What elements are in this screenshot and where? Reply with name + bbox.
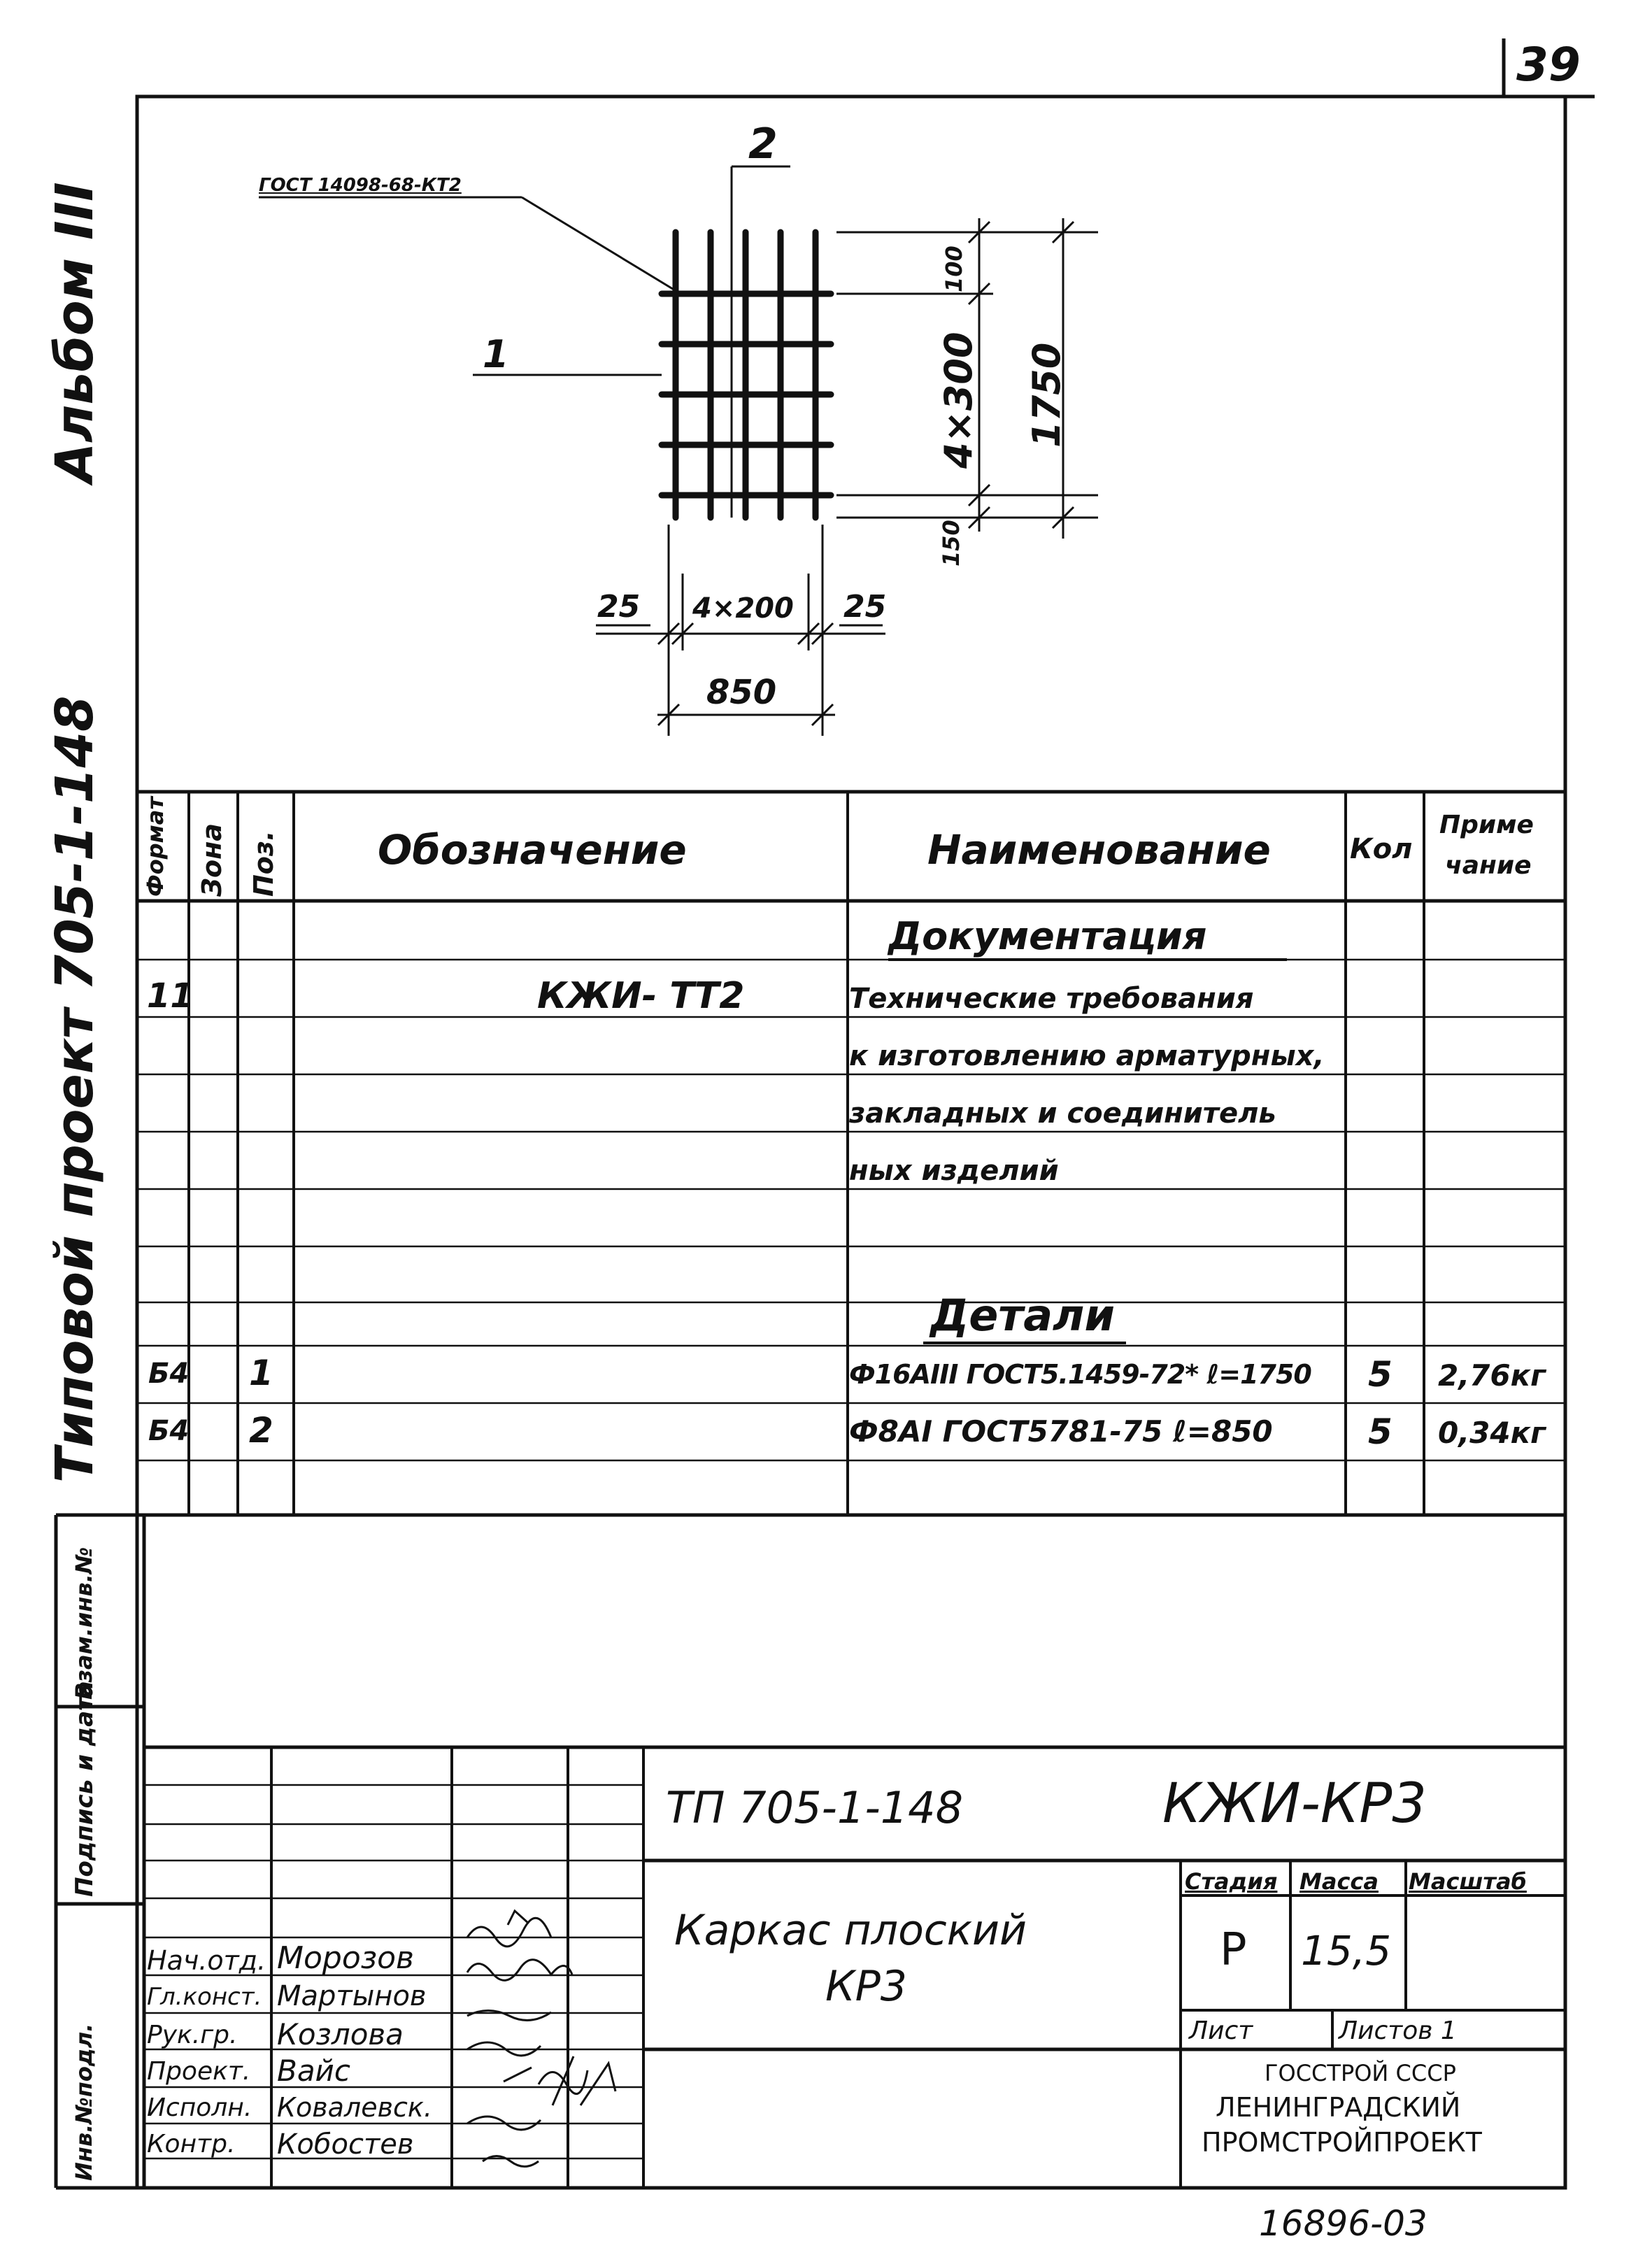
signature-name-1: Морозов <box>277 1940 414 1976</box>
signature-name-3: Козлова <box>277 2017 404 2051</box>
header-name: Наименование <box>927 826 1271 874</box>
gost-callout: ГОСТ 14098-68-КТ2 <box>259 175 462 196</box>
part-2-quantity: 5 <box>1368 1411 1393 1452</box>
sheet-label: Лист <box>1189 2016 1253 2045</box>
doc-row-designation: КЖИ- ТТ2 <box>537 975 745 1017</box>
doc-row-format: 11 <box>147 976 194 1016</box>
organization-line-3: ПРОМСТРОЙПРОЕКТ <box>1202 2127 1482 2158</box>
dimension-horizontal-spacing: 4×200 <box>692 592 794 625</box>
stamp-replacement-inventory: Взам.инв.№ <box>71 1546 97 1700</box>
doc-row-name-line-4: ных изделий <box>849 1155 1059 1187</box>
part-1-name: Ф16АIII ГОСТ5.1459-72* ℓ=1750 <box>849 1359 1311 1390</box>
signature-role-4: Проект. <box>147 2057 251 2086</box>
signature-name-4: Вайс <box>277 2054 350 2088</box>
part-1-note: 2,76кг <box>1438 1358 1546 1393</box>
part-2-format: Б4 <box>148 1415 190 1447</box>
dimension-vertical-spacing: 4×300 <box>937 332 981 469</box>
sheet-number: 39 <box>1516 38 1581 92</box>
project-label: Типовой проект 705-1-148 <box>45 695 105 1483</box>
header-position: Поз. <box>248 830 279 897</box>
mass-value: 15,5 <box>1301 1927 1392 1975</box>
signature-role-1: Нач.отд. <box>147 1945 266 1976</box>
header-quantity: Кол <box>1350 833 1413 865</box>
dimension-top-offset: 100 <box>941 246 967 292</box>
header-designation: Обозначение <box>378 826 687 874</box>
signature-name-2: Мартынов <box>277 1980 427 2012</box>
doc-row-name-line-3: закладных и соединитель <box>849 1097 1276 1130</box>
stamp-inventory-original: Инв.№подл. <box>71 2023 97 2181</box>
stamp-signature-date: Подпись и дата <box>71 1681 99 1897</box>
signature-name-6: Кобостев <box>277 2128 414 2161</box>
dimension-bottom-offset: 150 <box>938 520 964 567</box>
organization-line-2: ЛЕНИНГРАДСКИЙ <box>1216 2092 1461 2123</box>
header-zone: Зона <box>197 823 227 897</box>
signature-role-5: Исполн. <box>147 2093 252 2122</box>
part-1-position: 1 <box>249 1353 273 1393</box>
scale-label: Масштаб <box>1409 1868 1527 1895</box>
stage-value: Р <box>1220 1924 1247 1976</box>
section-parts: Детали <box>930 1290 1115 1341</box>
signature-role-6: Контр. <box>147 2130 236 2158</box>
part-2-position: 2 <box>249 1410 273 1451</box>
position-2-label: 2 <box>748 120 778 169</box>
header-note-line-2: чание <box>1445 851 1532 880</box>
section-documentation: Документация <box>888 914 1207 958</box>
organization-line-1: ГОССТРОЙ СССР <box>1265 2060 1456 2086</box>
project-code: ТП 705-1-148 <box>666 1782 964 1833</box>
title-line-1: Каркас плоский <box>674 1906 1027 1955</box>
part-2-note: 0,34кг <box>1438 1416 1546 1450</box>
part-2-name: Ф8АI ГОСТ5781-75 ℓ=850 <box>849 1414 1273 1449</box>
cage-drawing <box>662 232 831 518</box>
part-1-quantity: 5 <box>1368 1354 1393 1395</box>
sheets-label: Листов 1 <box>1339 2016 1457 2045</box>
header-note-line-1: Приме <box>1439 811 1534 839</box>
doc-row-name-line-1: Технические требования <box>849 983 1254 1015</box>
part-1-format: Б4 <box>148 1358 190 1390</box>
header-format: Формат <box>142 797 169 897</box>
dimension-right-margin: 25 <box>843 589 887 625</box>
stage-label: Стадия <box>1185 1868 1278 1895</box>
archive-number: 16896-03 <box>1259 2203 1427 2244</box>
dimension-left-margin: 25 <box>597 589 641 625</box>
dimension-total-height: 1750 <box>1025 342 1069 448</box>
document-code: КЖИ-КР3 <box>1162 1772 1427 1835</box>
title-line-2: КР3 <box>825 1962 907 2011</box>
position-1-label: 1 <box>483 332 509 376</box>
album-label: Альбом III <box>45 182 105 483</box>
signature-role-2: Гл.конст. <box>147 1983 262 2011</box>
signature-role-3: Рук.гр. <box>147 2021 238 2049</box>
signature-scribbles <box>467 1911 615 2167</box>
dimension-total-width: 850 <box>706 673 777 712</box>
doc-row-name-line-2: к изготовлению арматурных, <box>849 1040 1325 1072</box>
mass-label: Масса <box>1299 1868 1379 1895</box>
signature-name-5: Ковалевск. <box>277 2092 432 2123</box>
